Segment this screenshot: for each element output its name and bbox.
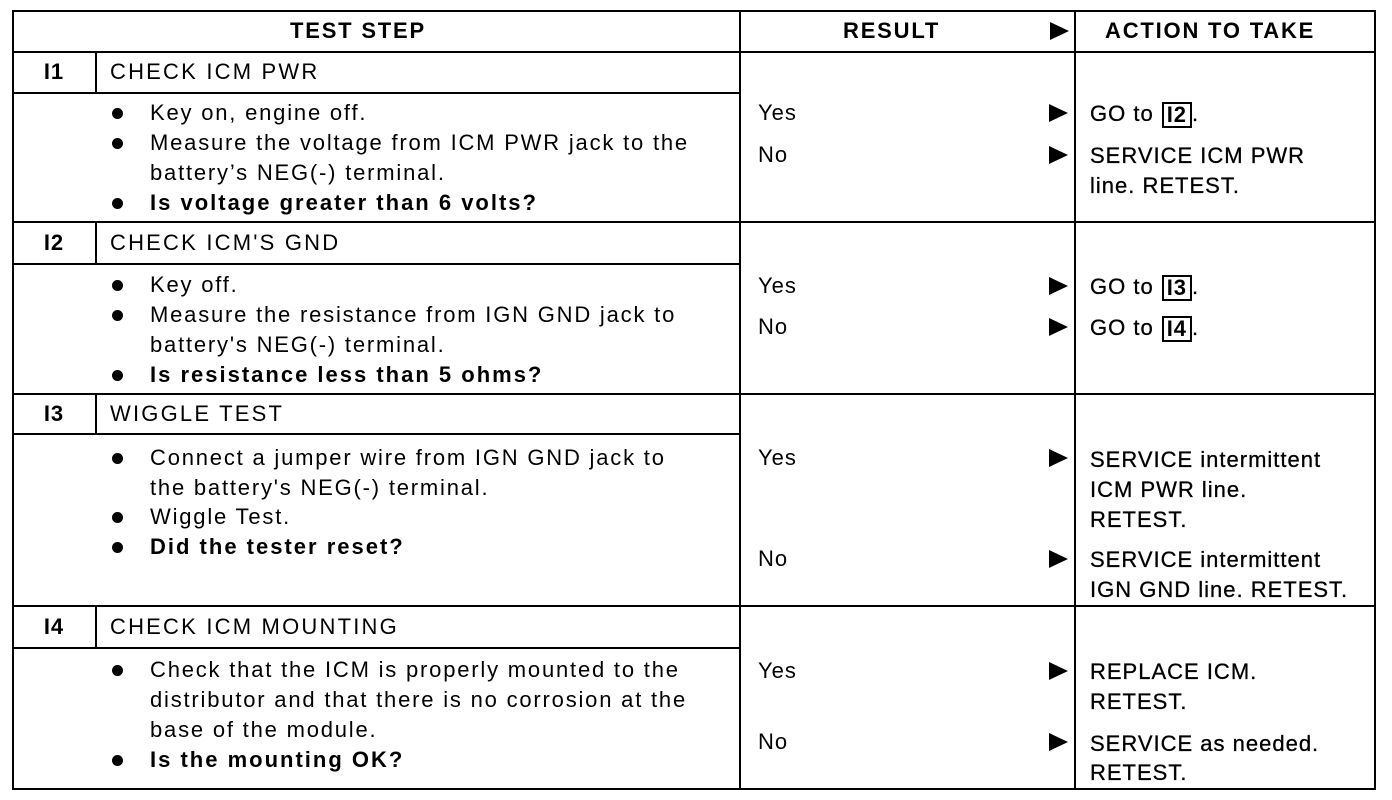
header-divider [12, 51, 1376, 53]
action-text: line. RETEST. [1090, 173, 1240, 198]
action-text: RETEST. [1090, 507, 1188, 532]
step-title: CHECK ICM MOUNTING [110, 614, 399, 639]
result-no: No [758, 729, 789, 754]
step-instruction: distributor and that there is no corrosion at the [150, 687, 688, 712]
action-text: RETEST. [1090, 760, 1188, 785]
bullet-icon [112, 370, 123, 381]
action-go-to [1090, 99, 1199, 129]
step-reference-box: I4 [1162, 316, 1192, 342]
action-text: RETEST. [1090, 689, 1188, 714]
action-text: SERVICE intermittent [1090, 447, 1322, 472]
go-to-label: GO to [1090, 315, 1154, 340]
step-instruction: Measure the voltage from ICM PWR jack to the [150, 130, 689, 155]
step-id: I3 [43, 401, 65, 426]
arrow-icon [1048, 449, 1068, 467]
result-no: No [758, 314, 789, 339]
bullet-icon [112, 198, 123, 209]
go-to-end: . [1192, 315, 1200, 340]
result-yes: Yes [758, 100, 797, 125]
step-title: CHECK ICM PWR [110, 59, 320, 84]
step-reference-box: I2 [1162, 102, 1192, 128]
step-instruction: base of the module. [150, 717, 378, 742]
arrow-icon [1048, 318, 1068, 336]
arrow-icon [1048, 277, 1068, 295]
bullet-icon [112, 755, 123, 766]
step-instruction: Wiggle Test. [150, 504, 292, 529]
title-row-divider [12, 92, 741, 94]
step-instruction: Connect a jumper wire from IGN GND jack to [150, 445, 666, 470]
title-row-divider [12, 433, 741, 435]
step-instruction: Check that the ICM is properly mounted to the [150, 657, 680, 682]
header-arrow-icon [1049, 22, 1069, 40]
result-header: RESULT [843, 18, 941, 43]
action-text: SERVICE intermittent [1090, 547, 1322, 572]
title-row-divider [12, 263, 741, 265]
step-question: Is the mounting OK? [150, 747, 405, 772]
action-go-to [1090, 272, 1199, 302]
result-yes: Yes [758, 273, 797, 298]
step-instruction: Key off. [150, 272, 239, 297]
go-to-end: . [1192, 101, 1200, 126]
arrow-icon [1048, 550, 1068, 568]
arrow-icon [1048, 146, 1068, 164]
action-text: SERVICE as needed. [1090, 731, 1320, 756]
step-id: I4 [43, 614, 65, 639]
result-no: No [758, 142, 789, 167]
step-reference-box: I3 [1162, 275, 1192, 301]
action-text: IGN GND line. RETEST. [1090, 577, 1349, 602]
result-yes: Yes [758, 445, 797, 470]
step-question: Did the tester reset? [150, 534, 405, 559]
action-text: SERVICE ICM PWR [1090, 143, 1306, 168]
arrow-icon [1048, 733, 1068, 751]
step-instruction: the battery's NEG(-) terminal. [150, 475, 490, 500]
action-column-divider [1074, 10, 1076, 790]
bullet-icon [112, 310, 123, 321]
bullet-icon [112, 512, 123, 523]
step-question: Is resistance less than 5 ohms? [150, 362, 544, 387]
bullet-icon [112, 138, 123, 149]
action-to-take-header: ACTION TO TAKE [1105, 18, 1316, 43]
step-separator [12, 221, 1376, 223]
result-column-divider [739, 10, 741, 790]
step-instruction: Measure the resistance from IGN GND jack to [150, 302, 677, 327]
step-title: CHECK ICM'S GND [110, 230, 341, 255]
bullet-icon [112, 280, 123, 291]
action-go-to [1090, 313, 1199, 343]
step-id: I2 [43, 230, 65, 255]
step-separator [12, 605, 1376, 607]
go-to-label: GO to [1090, 101, 1154, 126]
go-to-label: GO to [1090, 274, 1154, 299]
step-separator [12, 393, 1376, 395]
title-row-divider [12, 647, 741, 649]
result-yes: Yes [758, 658, 797, 683]
action-text: REPLACE ICM. [1090, 659, 1258, 684]
test-step-header: TEST STEP [290, 18, 426, 43]
bullet-icon [112, 108, 123, 119]
bullet-icon [112, 453, 123, 464]
step-instruction: Key on, engine off. [150, 100, 368, 125]
step-instruction: battery’s NEG(-) terminal. [150, 160, 446, 185]
result-no: No [758, 546, 789, 571]
step-instruction: battery's NEG(-) terminal. [150, 332, 446, 357]
step-id: I1 [43, 59, 65, 84]
step-title: WIGGLE TEST [110, 401, 285, 426]
bullet-icon [112, 665, 123, 676]
arrow-icon [1048, 662, 1068, 680]
bullet-icon [112, 542, 123, 553]
step-question: Is voltage greater than 6 volts? [150, 190, 538, 215]
action-text: ICM PWR line. [1090, 477, 1248, 502]
arrow-icon [1048, 104, 1068, 122]
go-to-end: . [1192, 274, 1200, 299]
